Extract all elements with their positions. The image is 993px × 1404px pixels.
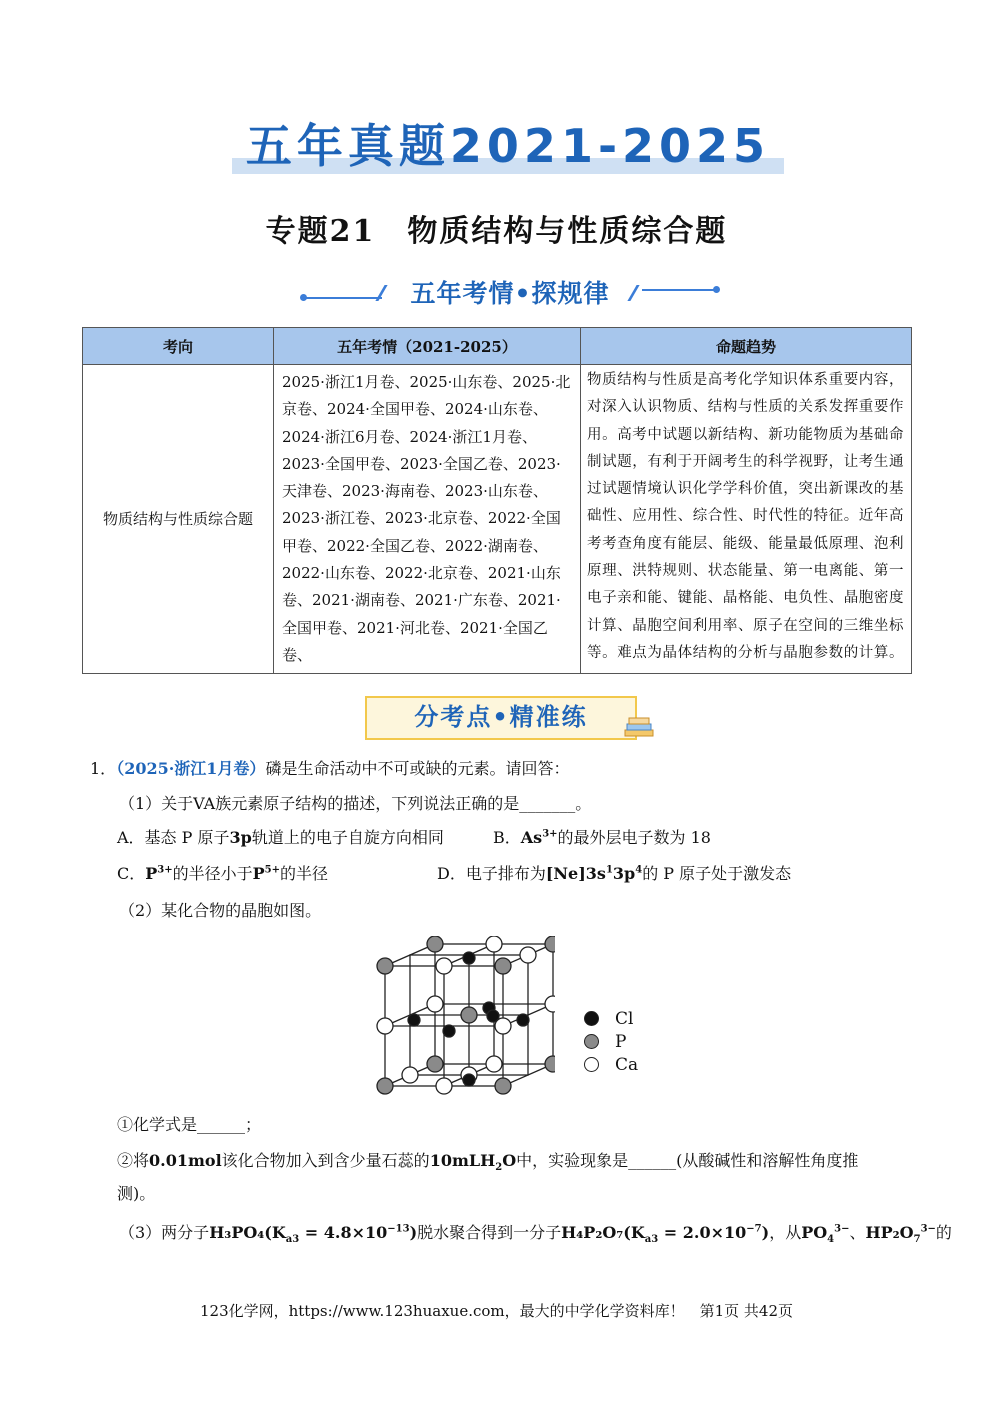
option-d-text-end: 的 P 原子处于激发态 [642, 864, 792, 883]
part3-sep: 、 [849, 1223, 866, 1242]
page-footer: 123化学网，https://www.123huaxue.com，最大的中学化学资料库！ 第1页 共42页 [199, 1302, 794, 1320]
option-c-text: 的半径小于 [172, 864, 253, 883]
option-a [117, 826, 444, 850]
part3-formula1: H₃PO₄ [209, 1223, 265, 1242]
decor-line-right [642, 289, 718, 291]
option-b-ion: As [520, 828, 543, 847]
option-d-sup1: 1 [605, 864, 613, 876]
part3-text-mid: 脱水聚合得到一分子 [417, 1223, 562, 1242]
sub2-text-end: 中，实验现象是______(从酸碱性和溶解性角度推 [516, 1151, 859, 1170]
option-a-orbital: 3p [229, 828, 252, 847]
legend-label: P [615, 1032, 627, 1052]
option-d-3p: 3p [612, 864, 636, 883]
table-header-topic: 考向 [83, 328, 274, 365]
part3-k1: (K [264, 1223, 286, 1242]
part3-k1-exp: −13 [387, 1223, 410, 1235]
part3-k2-exp: −7 [746, 1223, 762, 1235]
subject-title: 专题21 物质结构与性质综合题 [265, 214, 728, 249]
part3-ion1: PO [801, 1223, 828, 1242]
part3-k2: (K [623, 1223, 645, 1242]
part3-formula2: H₄P₂O₇ [561, 1223, 624, 1242]
option-c-charge1: 3+ [157, 864, 173, 876]
question-source: （2025·浙江1月卷） [116, 759, 266, 778]
question-stem: 磷是生命活动中不可或缺的元素。请回答： [265, 759, 570, 778]
part3-k2-sub: a3 [644, 1234, 659, 1246]
sub-question-2-cont: 测)。 [117, 1184, 156, 1203]
option-a-text-end: 轨道上的电子自旋方向相同 [251, 828, 444, 847]
option-c [117, 862, 328, 886]
part3-text-from: ，从 [769, 1223, 802, 1242]
table-cell-topic: 物质结构与性质综合题 [83, 365, 274, 674]
legend-label: Cl [615, 1009, 634, 1029]
part3-text: （3）两分子 [119, 1223, 210, 1242]
legend-label: Ca [615, 1055, 639, 1075]
part3-ion2: HP₂O [865, 1223, 914, 1242]
option-b-label: B． [493, 828, 521, 847]
sub-question-1: ①化学式是______； [117, 1115, 262, 1134]
figure-legend [580, 1006, 660, 1076]
title-banner [228, 118, 788, 180]
table-cell-trend: 物质结构与性质是高考化学知识体系重要内容，对深入认识物质、结构与性质的关系发挥重要作用。高考中试题以新结构、新功能物质为基础命制试题，有利于开阔考生的科学视野，让考生通过试题情境认识化学学科价值，突出新课改的基础性、应用性、综合性、时代性的特征。近年高考考查角度有能层、能级、能量最低原理、泡利原理、洪特规则、状态能量、第一电离能、第一电子亲和能、键能、晶格能、电负性、晶胞密度计算、晶胞空间利用率、原子在空间的三维坐标等。难点为晶体结构的分析与晶胞参数的计算。 [581, 365, 912, 674]
sub2-subscript: 2 [495, 1162, 503, 1174]
sub2-amount: 0.01mol [149, 1151, 222, 1170]
sub2-volume: 10mLH [429, 1151, 496, 1170]
table-header-trend: 命题趋势 [581, 328, 912, 365]
option-b [493, 826, 711, 850]
part3-ion1-sub: 4 [827, 1234, 835, 1246]
option-d [437, 862, 791, 886]
option-c-text-end: 的半径 [280, 864, 329, 883]
table-header-row [83, 328, 912, 365]
part3-k1-sub: a3 [285, 1234, 300, 1246]
question-part-1: （1）关于VA族元素原子结构的描述，下列说法正确的是_______。 [119, 794, 592, 813]
option-c-label: C． [117, 864, 146, 883]
option-c-ion2: P [252, 864, 265, 883]
exam-overview-table [82, 327, 912, 674]
section-title: 五年考情•探规律 [410, 279, 610, 308]
decor-dot-right [713, 286, 720, 293]
books-icon [623, 716, 655, 738]
sub2-text: ②将 [117, 1151, 150, 1170]
cl-marker-icon [584, 1011, 599, 1026]
section-header-trends [300, 276, 720, 312]
question-part-2: （2）某化合物的晶胞如图。 [119, 901, 322, 920]
option-c-ion1: P [145, 864, 158, 883]
unit-cell-diagram [375, 936, 555, 1101]
banner-title: 五年真题2021-2025 [245, 119, 771, 173]
question-part-3: （3）两分子$H_3PO_4(K_{a3} = 4.8\times 10^{-13})$脱水聚合得到一分子$H_4P_2O_7(K_{a3} = 2.0\times 10^{-7})$，从$PO_4^{3-}$、$HP_2O_7^{3-}$的 [119, 1223, 952, 1246]
sub2-oxygen: O [502, 1151, 517, 1170]
part3-ion2-sup: 3− [920, 1223, 936, 1235]
sub-question-2 [117, 1149, 858, 1173]
question-number: 1． [90, 759, 117, 778]
option-a-text: A．基态 P 原子 [117, 828, 230, 847]
part3-k2-val: = 2.0×10 [658, 1223, 747, 1242]
option-d-text: D．电子排布为 [437, 864, 546, 883]
ca-marker-icon [584, 1057, 599, 1072]
table-header-exams: 五年考情（2021-2025） [274, 328, 581, 365]
p-marker-icon [584, 1034, 599, 1049]
sub2-text-mid: 该化合物加入到含少量石蕊的 [221, 1151, 430, 1170]
option-b-text: 的最外层电子数为 18 [557, 828, 711, 847]
table-cell-exams: 2025·浙江1月卷、2025·山东卷、2025·北京卷、2024·全国甲卷、2024·山东卷、2024·浙江6月卷、2024·浙江1月卷、2023·全国甲卷、2023·全国乙卷、2023·天津卷、2023·海南卷、2023·山东卷、2023·浙江卷、2023·北京卷、2022·全国甲卷、2022·全国乙卷、2022·湖南卷、2022·山东卷、2022·北京卷、2021·山东卷、2021·湖南卷、2021·广东卷、2021·全国甲卷、2021·河北卷、2021·全国乙卷、 [274, 365, 581, 674]
part3-ion2-sub: 7 [913, 1234, 921, 1246]
option-d-sup2: 4 [635, 864, 643, 876]
question-1-header [90, 757, 569, 781]
part3-text-end: 的 [935, 1223, 952, 1242]
option-d-config: [Ne]3s [545, 864, 606, 883]
option-c-charge2: 5+ [264, 864, 281, 876]
option-b-charge: 3+ [542, 828, 558, 840]
section-header-practice [365, 694, 655, 742]
section-title: 分考点•精准练 [414, 703, 588, 731]
part3-k1-val: = 4.8×10 [299, 1223, 388, 1242]
part3-ion1-sup: 3− [834, 1223, 850, 1235]
table-row [83, 365, 912, 674]
